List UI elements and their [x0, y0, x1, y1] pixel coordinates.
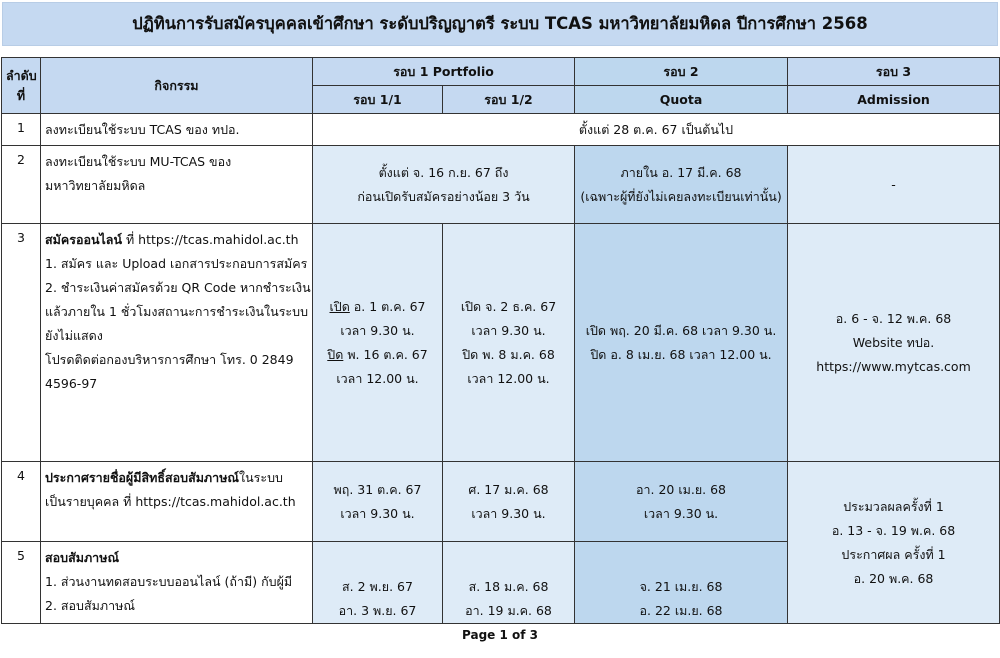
row-round1: ตั้งแต่ จ. 16 ก.ย. 67 ถึง ก่อนเปิดรับสมัครอย่างน้อย 3 วัน [313, 146, 575, 224]
table-row [2, 224, 1000, 462]
row-round2: ภายใน อ. 17 มี.ค. 68 (เฉพาะผู้ที่ยังไม่เคยลงทะเบียนเท่านั้น) [575, 146, 788, 224]
header-round2-quota: Quota [575, 86, 788, 114]
row-number: 3 [2, 224, 41, 462]
row-number: 4 [2, 462, 41, 542]
row-round1-1: เปิด อ. 1 ต.ค. 67 เวลา 9.30 น. ปิด พ. 16 ต.ค. 67 เวลา 12.00 น. [313, 224, 443, 462]
row-number: 5 [2, 542, 41, 624]
header-row [2, 58, 1000, 86]
row-round1-1: พฤ. 31 ต.ค. 67 เวลา 9.30 น. [313, 462, 443, 542]
row-round2: อา. 20 เม.ย. 68 เวลา 9.30 น. [575, 462, 788, 542]
header-round1-2: รอบ 1/2 [443, 86, 575, 114]
row-activity: สอบสัมภาษณ์ 1. ส่วนงานทดสอบระบบออนไลน์ (ถ้ามี) กับผู้มี 2. สอบสัมภาษณ์ [41, 542, 313, 624]
page-title: ปฏิทินการรับสมัครบุคคลเข้าศึกษา ระดับปริญญาตรี ระบบ TCAS มหาวิทยาลัยมหิดล ปีการศึกษา 2568 [2, 2, 998, 46]
header-round3: รอบ 3 [788, 58, 1000, 86]
row-round3-process: ประมวลผลครั้งที่ 1 อ. 13 - จ. 19 พ.ค. 68 ประกาศผล ครั้งที่ 1 อ. 20 พ.ค. 68 [788, 462, 1000, 624]
row-round1-2: ศ. 17 ม.ค. 68 เวลา 9.30 น. [443, 462, 575, 542]
row-round2: จ. 21 เม.ย. 68 อ. 22 เม.ย. 68 [575, 542, 788, 624]
header-round1: รอบ 1 Portfolio [313, 58, 575, 86]
row-round1-2: เปิด จ. 2 ธ.ค. 67 เวลา 9.30 น. ปิด พ. 8 ม.ค. 68 เวลา 12.00 น. [443, 224, 575, 462]
row-round1-2: ส. 18 ม.ค. 68 อา. 19 ม.ค. 68 [443, 542, 575, 624]
header-round3-admission: Admission [788, 86, 1000, 114]
row-activity: ลงทะเบียนใช้ระบบ MU-TCAS ของ มหาวิทยาลัยมหิดล [41, 146, 313, 224]
row-number: 2 [2, 146, 41, 224]
schedule-table [1, 57, 1000, 624]
row-number: 1 [2, 114, 41, 146]
row-round3: - [788, 146, 1000, 224]
row-activity: ประกาศรายชื่อผู้มีสิทธิ์สอบสัมภาษณ์ในระบบ เป็นรายบุคคล ที่ https://tcas.mahidol.ac.th [41, 462, 313, 542]
table-row [2, 462, 1000, 542]
page-footer: Page 1 of 3 [462, 628, 538, 642]
header-round2: รอบ 2 [575, 58, 788, 86]
row-activity: ลงทะเบียนใช้ระบบ TCAS ของ ทปอ. [41, 114, 313, 146]
header-no: ลำดับ ที่ [2, 58, 41, 114]
table-row [2, 146, 1000, 224]
table-row [2, 114, 1000, 146]
row-activity: สมัครออนไลน์ ที่ https://tcas.mahidol.ac.th 1. สมัคร และ Upload เอกสารประกอบการสมัคร 2. ชำระเงินค่าสมัครด้วย QR Code หากชำระเงิน แล้วภายใน 1 ชั่วโมงสถานะการชำระเงินในระบบ ยังไม่แสดง โปรดติดต่อกองบริหารการศึกษา โทร. 0 2849 4596-97 [41, 224, 313, 462]
header-activity: กิจกรรม [41, 58, 313, 114]
row-round3: อ. 6 - จ. 12 พ.ค. 68 Website ทปอ. https://www.mytcas.com [788, 224, 1000, 462]
row-all-rounds: ตั้งแต่ 28 ต.ค. 67 เป็นต้นไป [313, 114, 1000, 146]
row-round1-1: ส. 2 พ.ย. 67 อา. 3 พ.ย. 67 [313, 542, 443, 624]
header-round1-1: รอบ 1/1 [313, 86, 443, 114]
row-round2: เปิด พฤ. 20 มี.ค. 68 เวลา 9.30 น. ปิด อ. 8 เม.ย. 68 เวลา 12.00 น. [575, 224, 788, 462]
